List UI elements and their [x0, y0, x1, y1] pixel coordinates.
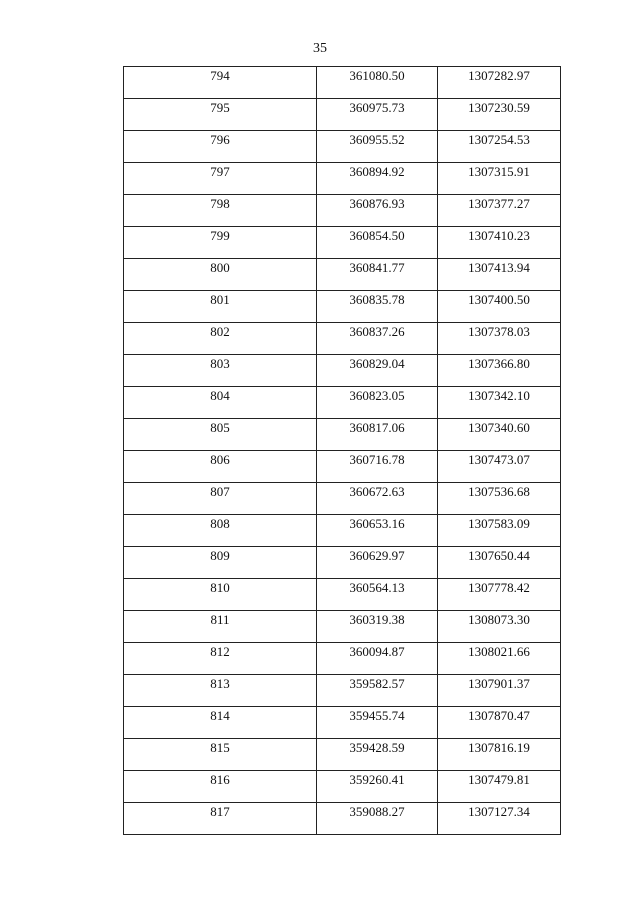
x-coordinate-cell: 360841.77: [317, 259, 438, 291]
table-row: [124, 515, 561, 547]
table-row: [124, 803, 561, 835]
point-number-cell: 816: [124, 771, 317, 803]
table-body: [124, 67, 561, 835]
table-row: [124, 451, 561, 483]
y-coordinate-cell: 1307400.50: [438, 291, 561, 323]
y-coordinate-cell: 1307340.60: [438, 419, 561, 451]
point-number-cell: 809: [124, 547, 317, 579]
x-coordinate-cell: 360894.92: [317, 163, 438, 195]
y-coordinate-cell: 1307315.91: [438, 163, 561, 195]
table-row: [124, 195, 561, 227]
x-coordinate-cell: 360564.13: [317, 579, 438, 611]
y-coordinate-cell: 1307870.47: [438, 707, 561, 739]
x-coordinate-cell: 360829.04: [317, 355, 438, 387]
y-coordinate-cell: 1307410.23: [438, 227, 561, 259]
page-number: 35: [313, 41, 327, 56]
table-row: [124, 483, 561, 515]
point-number-cell: 799: [124, 227, 317, 259]
table-row: [124, 291, 561, 323]
point-number-cell: 814: [124, 707, 317, 739]
y-coordinate-cell: 1308021.66: [438, 643, 561, 675]
point-number-cell: 796: [124, 131, 317, 163]
x-coordinate-cell: 360837.26: [317, 323, 438, 355]
y-coordinate-cell: 1308073.30: [438, 611, 561, 643]
x-coordinate-cell: 360955.52: [317, 131, 438, 163]
y-coordinate-cell: 1307473.07: [438, 451, 561, 483]
x-coordinate-cell: 360823.05: [317, 387, 438, 419]
point-number-cell: 810: [124, 579, 317, 611]
x-coordinate-cell: 360876.93: [317, 195, 438, 227]
point-number-cell: 803: [124, 355, 317, 387]
table-row: [124, 643, 561, 675]
point-number-cell: 811: [124, 611, 317, 643]
coordinates-table: [123, 66, 561, 835]
y-coordinate-cell: 1307479.81: [438, 771, 561, 803]
y-coordinate-cell: 1307816.19: [438, 739, 561, 771]
y-coordinate-cell: 1307778.42: [438, 579, 561, 611]
table-row: [124, 419, 561, 451]
point-number-cell: 808: [124, 515, 317, 547]
y-coordinate-cell: 1307650.44: [438, 547, 561, 579]
x-coordinate-cell: 360653.16: [317, 515, 438, 547]
point-number-cell: 800: [124, 259, 317, 291]
table-row: [124, 67, 561, 99]
table-row: [124, 163, 561, 195]
y-coordinate-cell: 1307901.37: [438, 675, 561, 707]
x-coordinate-cell: 360672.63: [317, 483, 438, 515]
y-coordinate-cell: 1307366.80: [438, 355, 561, 387]
x-coordinate-cell: 360716.78: [317, 451, 438, 483]
x-coordinate-cell: 359428.59: [317, 739, 438, 771]
point-number-cell: 801: [124, 291, 317, 323]
point-number-cell: 805: [124, 419, 317, 451]
point-number-cell: 795: [124, 99, 317, 131]
x-coordinate-cell: 361080.50: [317, 67, 438, 99]
table-row: [124, 323, 561, 355]
point-number-cell: 798: [124, 195, 317, 227]
y-coordinate-cell: 1307127.34: [438, 803, 561, 835]
x-coordinate-cell: 360835.78: [317, 291, 438, 323]
x-coordinate-cell: 360854.50: [317, 227, 438, 259]
table-row: [124, 547, 561, 579]
y-coordinate-cell: 1307583.09: [438, 515, 561, 547]
point-number-cell: 807: [124, 483, 317, 515]
x-coordinate-cell: 360629.97: [317, 547, 438, 579]
table-row: [124, 99, 561, 131]
table-row: [124, 771, 561, 803]
x-coordinate-cell: 359260.41: [317, 771, 438, 803]
y-coordinate-cell: 1307342.10: [438, 387, 561, 419]
table-row: [124, 707, 561, 739]
table-row: [124, 227, 561, 259]
x-coordinate-cell: 360817.06: [317, 419, 438, 451]
table-row: [124, 739, 561, 771]
x-coordinate-cell: 360975.73: [317, 99, 438, 131]
point-number-cell: 817: [124, 803, 317, 835]
point-number-cell: 815: [124, 739, 317, 771]
x-coordinate-cell: 359088.27: [317, 803, 438, 835]
x-coordinate-cell: 359582.57: [317, 675, 438, 707]
x-coordinate-cell: 360319.38: [317, 611, 438, 643]
point-number-cell: 804: [124, 387, 317, 419]
point-number-cell: 812: [124, 643, 317, 675]
point-number-cell: 806: [124, 451, 317, 483]
point-number-cell: 802: [124, 323, 317, 355]
table-row: [124, 259, 561, 291]
table-row: [124, 579, 561, 611]
y-coordinate-cell: 1307254.53: [438, 131, 561, 163]
x-coordinate-cell: 359455.74: [317, 707, 438, 739]
table-row: [124, 611, 561, 643]
x-coordinate-cell: 360094.87: [317, 643, 438, 675]
y-coordinate-cell: 1307377.27: [438, 195, 561, 227]
table-row: [124, 387, 561, 419]
table-row: [124, 675, 561, 707]
y-coordinate-cell: 1307536.68: [438, 483, 561, 515]
point-number-cell: 797: [124, 163, 317, 195]
y-coordinate-cell: 1307230.59: [438, 99, 561, 131]
point-number-cell: 794: [124, 67, 317, 99]
y-coordinate-cell: 1307378.03: [438, 323, 561, 355]
table-row: [124, 355, 561, 387]
y-coordinate-cell: 1307282.97: [438, 67, 561, 99]
table-row: [124, 131, 561, 163]
y-coordinate-cell: 1307413.94: [438, 259, 561, 291]
point-number-cell: 813: [124, 675, 317, 707]
